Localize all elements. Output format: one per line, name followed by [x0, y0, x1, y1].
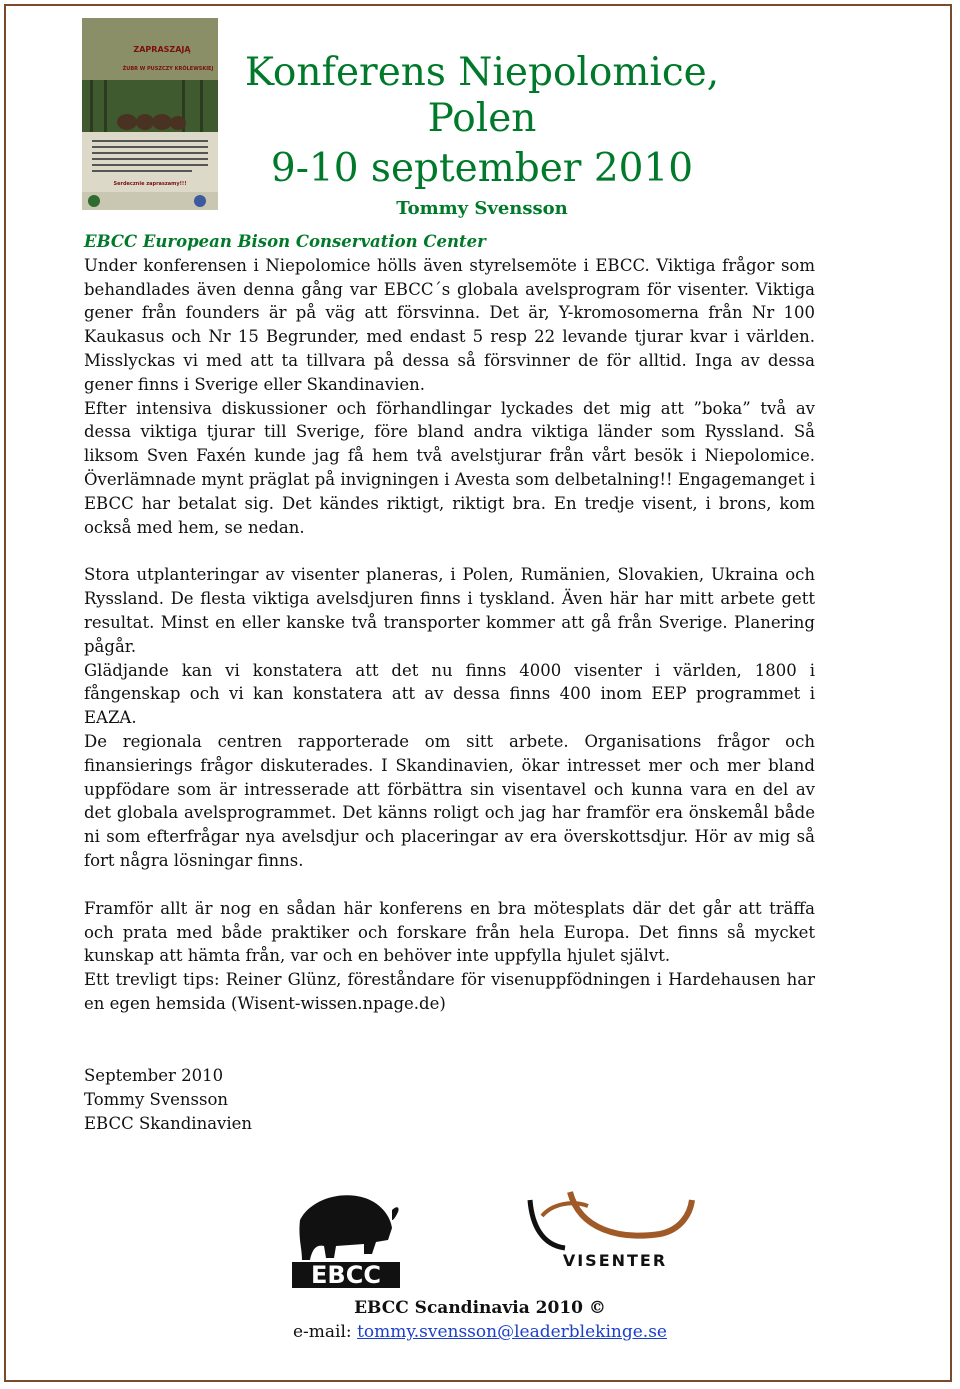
paragraph-4: Glädjande kan vi konstatera att det nu finns 4000 visenter i världen, 1800 i fångenskap och vi kan konstatera att av dessa finns 400 inom EEP programmet i EAZA. [84, 660, 815, 728]
poster-footer-text: Serdecznie zapraszamy!!! [113, 181, 187, 187]
poster-subtitle: ŻUBR W PUSZCZY KRÓLEWSKIEJ [122, 66, 214, 72]
page-title: Konferens Niepolomice, Polen [244, 50, 720, 141]
ebcc-bison-icon [299, 1195, 398, 1260]
paragraph-6: Framför allt är nog en sådan här konferens en bra mötesplats där det går att träffa och prata med både praktiker och forskare från hela Europa. Det finns så mycket kunskap att hämta från, var och en behöver inte uppfylla hjulet självt. [84, 898, 815, 966]
visenter-bison-icon [530, 1192, 692, 1248]
signature-date: September 2010 [84, 1066, 224, 1085]
paragraph-2: Efter intensiva diskussioner och förhandlingar lyckades det mig att ”boka” två av dessa viktiga tjurar till Sverige, före bland andra viktiga länder som Ryssland. Så liksom Sven Faxén kunde jag få hem två avelstjurar från vårt besök i Niepolomice. Överlämnade mynt präglat på invigningen i Avesta som delbetalning!! Engagemanget i EBCC har betalat sig. Det kändes riktigt, riktigt bra. En tredje visent, i brons, kom också med hem, se nedan. [84, 398, 815, 537]
footer [0, 1296, 960, 1344]
page-date-title: 9-10 september 2010 [270, 146, 694, 191]
logos-graphic [280, 1170, 740, 1300]
paragraph-5: De regionala centren rapporterade om sitt arbete. Organisations frågor och finansierings frågor diskuterades. I Skandinavien, ökar intresset mer och mer bland uppfödare som är intresserade att förbättra sin visentavel och kunna vara en del av det globala avelsprogrammet. Det känns roligt och jag har framför era önskemål både ni som efterfrågar nya avelsdjur och placeringar av era överskottsdjur. Hör av mig så fort några lösningar finns. [84, 731, 815, 870]
paragraph-1: Under konferensen i Niepolomice hölls även styrelsemöte i EBCC. Viktiga frågor som behandlades även denna gång var EBCC´s globala avelsprogram för visenter. Viktiga gener från founders är på väg att försvinna. Det är, Y-kromosomerna från Nr 100 Kaukasus och Nr 15 Begrunder, med endast 5 resp 22 levande tjurar kvar i världen. Misslyckas vi med att ta tillvara på dessa så försvinner de för alltid. Inga av dessa gener finns i Sverige eller Skandinavien. [84, 255, 815, 394]
poster-headline: ZAPRASZAJĄ [133, 45, 191, 54]
article-body [84, 230, 815, 1016]
ebcc-logo-label: EBCC [311, 1261, 381, 1289]
title-block [222, 50, 742, 219]
footer-copyright: EBCC Scandinavia 2010 © [354, 1298, 606, 1318]
poster-graphic [82, 18, 218, 210]
paragraph-7: Ett trevligt tips: Reiner Glünz, föreståndare för visenuppfödningen i Hardehausen har en egen hemsida (Wisent-wissen.npage.de) [84, 970, 815, 1013]
conference-poster-image [82, 18, 218, 210]
footer-email-line [0, 1320, 960, 1344]
section-title: EBCC European Bison Conservation Center [84, 232, 486, 251]
author-name: Tommy Svensson [396, 198, 568, 219]
footer-email-prefix: e-mail: [292, 1322, 358, 1342]
signature-name: Tommy Svensson [84, 1090, 229, 1109]
signature-block [84, 1064, 252, 1136]
logos [280, 1170, 740, 1300]
paragraph-3: Stora utplanteringar av visenter planeras, i Polen, Rumänien, Slovakien, Ukraina och Ryssland. De flesta viktiga avelsdjuren finns i tyskland. Även här har mitt arbete gett resultat. Minst en eller kanske två transporter kommer att gå från Sverige. Planering pågår. [84, 565, 815, 656]
footer-email-link[interactable]: tommy.svensson@leaderblekinge.se [357, 1322, 667, 1342]
signature-org: EBCC Skandinavien [84, 1114, 253, 1133]
visenter-logo-label: VISENTER [562, 1251, 668, 1270]
ebcc-logo-text [292, 1261, 400, 1289]
